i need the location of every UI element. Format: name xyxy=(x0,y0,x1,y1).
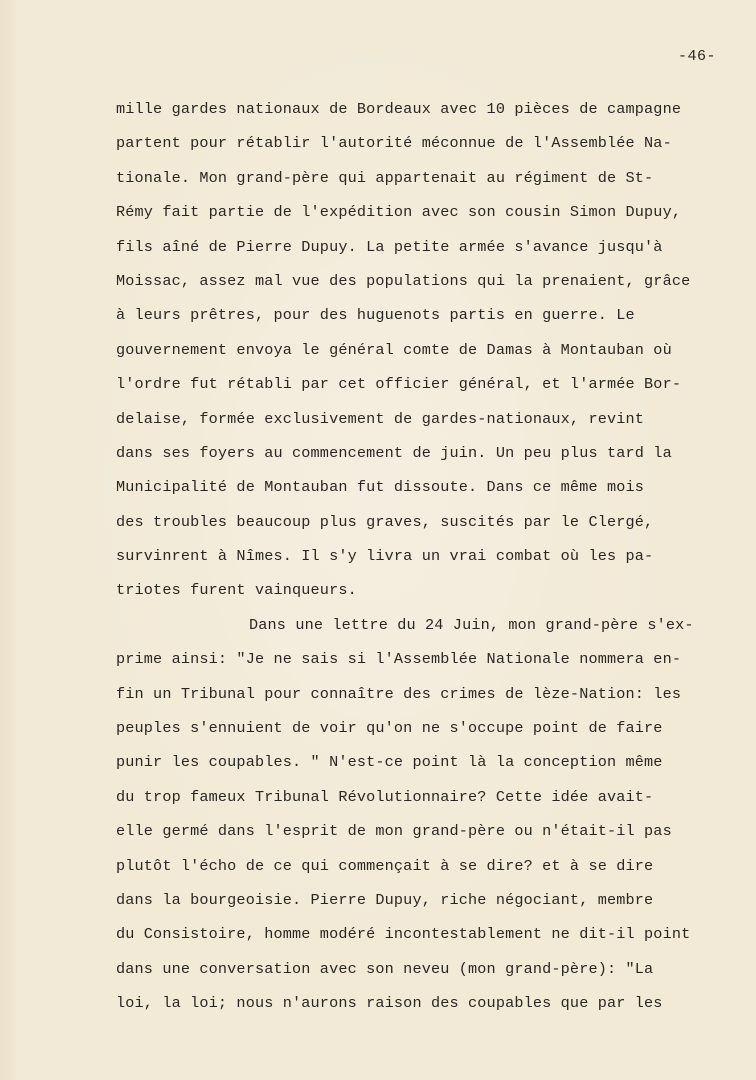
text-line: punir les coupables. " N'est-ce point là la conception même xyxy=(116,753,663,772)
text-line: survinrent à Nîmes. Il s'y livra un vrai combat où les pa- xyxy=(116,547,654,566)
text-line: dans une conversation avec son neveu (mon grand-père): "La xyxy=(116,959,654,978)
text-line: triotes furent vainqueurs. xyxy=(116,581,357,600)
text-line: partent pour rétablir l'autorité méconnue de l'Assemblée Na- xyxy=(116,134,672,153)
text-line: Rémy fait partie de l'expédition avec son cousin Simon Dupuy, xyxy=(116,203,682,222)
text-line: peuples s'ennuient de voir qu'on ne s'occupe point de faire xyxy=(116,719,663,738)
body-text xyxy=(116,97,736,1026)
text-line: du Consistoire, homme modéré incontestablement ne dit-il point xyxy=(116,925,691,944)
text-line: fils aîné de Pierre Dupuy. La petite armée s'avance jusqu'à xyxy=(116,237,663,256)
text-line: l'ordre fut rétabli par cet officier général, et l'armée Bor- xyxy=(116,375,682,394)
text-line: dans ses foyers au commencement de juin. Un peu plus tard la xyxy=(116,443,672,462)
text-line: fin un Tribunal pour connaître des crimes de lèze-Nation: les xyxy=(116,684,682,703)
text-line: plutôt l'écho de ce qui commençait à se dire? et à se dire xyxy=(116,856,654,875)
text-line: elle germé dans l'esprit de mon grand-père ou n'était-il pas xyxy=(116,822,672,841)
text-line: prime ainsi: "Je ne sais si l'Assemblée Nationale nommera en- xyxy=(116,650,682,669)
text-line: tionale. Mon grand-père qui appartenait au régiment de St- xyxy=(116,168,654,187)
text-line: à leurs prêtres, pour des huguenots partis en guerre. Le xyxy=(116,306,635,325)
text-line: Moissac, assez mal vue des populations qui la prenaient, grâce xyxy=(116,271,691,290)
text-line: du trop fameux Tribunal Révolutionnaire? Cette idée avait- xyxy=(116,787,654,806)
text-line: des troubles beaucoup plus graves, suscités par le Clergé, xyxy=(116,512,654,531)
text-line: dans la bourgeoisie. Pierre Dupuy, riche négociant, membre xyxy=(116,890,654,909)
text-line: Municipalité de Montauban fut dissoute. Dans ce même mois xyxy=(116,478,645,497)
page-number: -46- xyxy=(678,48,717,65)
paragraph-first-line: Dans une lettre du 24 Juin, mon grand-père s'ex- xyxy=(249,615,694,634)
text-line: loi, la loi; nous n'aurons raison des coupables que par les xyxy=(116,994,663,1013)
text-line: gouvernement envoya le général comte de Damas à Montauban où xyxy=(116,340,672,359)
text-line: mille gardes nationaux de Bordeaux avec 10 pièces de campagne xyxy=(116,100,682,118)
text-line: delaise, formée exclusivement de gardes-nationaux, revint xyxy=(116,409,645,428)
